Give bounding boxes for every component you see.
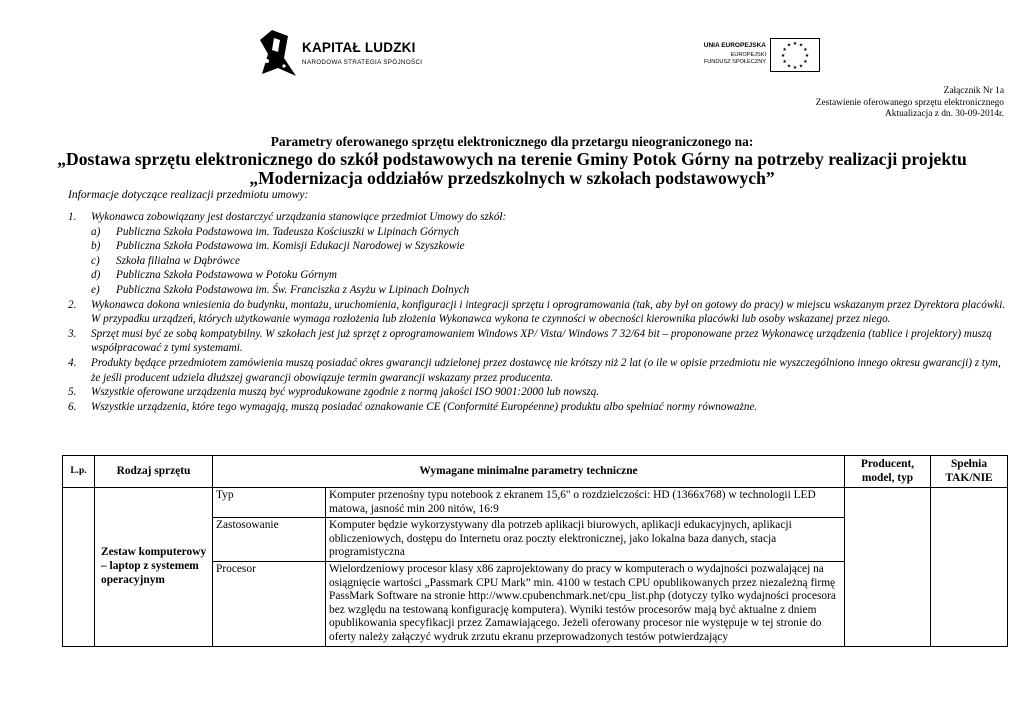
svg-text:★: ★ xyxy=(803,47,808,53)
eu-logo-line3: FUNDUSZ SPOŁECZNY xyxy=(703,59,766,65)
kapital-ludzki-logo xyxy=(258,28,428,78)
tender-title-line1: „Dostawa sprzętu elektronicznego do szkół podstawowych na terenie Gminy Potok Górny na potrzeby realizacji projektu xyxy=(57,149,967,169)
school-name: Publiczna Szkoła Podstawowa im. Tadeusza Kościuszki w Lipinach Górnych xyxy=(116,225,459,238)
eu-logo xyxy=(700,38,820,74)
school-letter: e) xyxy=(91,283,100,296)
svg-text:★: ★ xyxy=(798,42,804,49)
school-letter: d) xyxy=(91,269,101,282)
cell-equipment-name: Zestaw komputerowy – laptop z systemem operacyjnym xyxy=(95,488,213,647)
annex-description: Zestawienie oferowanego sprzętu elektronicznego xyxy=(815,97,1004,108)
cell-lp xyxy=(63,488,95,647)
cell-meets[interactable] xyxy=(931,488,1008,647)
requirement-number: 2. xyxy=(68,298,77,311)
requirement-item xyxy=(68,210,1008,225)
parameters-title: Parametry oferowanego sprzętu elektronicznego dla przetargu nieograniczonego na: xyxy=(270,134,754,149)
table-row xyxy=(63,488,1008,518)
school-item xyxy=(68,283,1008,298)
eu-logo-line2: EUROPEJSKI xyxy=(730,52,766,58)
cell-param-name: Typ xyxy=(213,488,326,518)
school-letter: a) xyxy=(91,225,101,238)
cell-param-name: Zastosowanie xyxy=(213,518,326,562)
requirement-text: Wykonawca zobowiązany jest dostarczyć urządzania stanowiące przedmiot Umowy do szkół: xyxy=(91,211,507,223)
svg-text:★: ★ xyxy=(780,53,786,59)
school-letter: c) xyxy=(91,254,100,267)
svg-text:★: ★ xyxy=(786,42,792,49)
requirement-text: Wszystkie urządzenia, które tego wymagają, muszą posiadać oznakowanie CE (Conformité Européenne) produktu albo spełniać normy równoważne. xyxy=(91,400,758,413)
cell-param-value: Komputer przenośny typu notebook z ekranem 15,6" o rozdzielczości: HD (1366x768) w technologii LED matowa, jasność min 200 nitów, 16:9 xyxy=(326,488,845,518)
svg-text:★: ★ xyxy=(786,63,792,70)
school-item xyxy=(68,239,1008,254)
requirement-text: Wykonawca dokona wniesienia do budynku, montażu, uruchomienia, konfiguracji i integracji sprzętu i oprogramowania (tak, aby był on gotowy do pracy) w miejscu wskazanym przez Dyrektora placówki. W przypadku urządzeń, których użytkowanie wymaga rozłożenia lub złożenia Wykonawca wykona te czynności w obecności kierownika placówki lub osoby wskazanej przez niego. xyxy=(91,298,1006,326)
info-heading: Informacje dotyczące realizacji przedmiotu umowy: xyxy=(68,188,309,201)
requirement-item xyxy=(68,356,1008,385)
header-parameters: Wymagane minimalne parametry techniczne xyxy=(213,456,845,488)
kapital-ludzki-subtitle: NARODOWA STRATEGIA SPÓJNOŚCI xyxy=(302,59,423,66)
requirements-list xyxy=(68,210,1008,414)
tender-title xyxy=(0,150,1024,188)
cell-param-value: Wielordzeniowy procesor klasy x86 zaprojektowany do pracy w komputerach o wydajności pozwalającej na osiągnięcie wartości „Passmark CPU Mark” min. 4100 w testach CPU opublikowanych przez niezależną firmę PassMark Software na stronie http://www.cpubenchmark.net/cpu_list.php (dotyczy tylko wydajności procesora bez względu na testowaną konfigurację komputera). Wyniki testów procesorów mają być aktualne z dniem opublikowania specyfikacji przez Zamawiającego. Jeżeli oferowany procesor nie występuje w tej stronie do oferty należy załączyć wydruk zrzutu ekranu przeprowadzonych testów potwierdzający xyxy=(326,561,845,646)
eu-logo-line1: UNIA EUROPEJSKA xyxy=(703,42,766,49)
school-name: Publiczna Szkoła Podstawowa im. Św. Franciszka z Asyżu w Lipinach Dolnych xyxy=(116,283,470,296)
header-producer: Producent, model, typ xyxy=(845,456,931,488)
requirement-text: Sprzęt musi być ze sobą kompatybilny. W szkołach jest już sprzęt z oprogramowaniem Windows XP/ Vista/ Windows 7 32/64 bit – proponowane przez Wykonawcę urządzenia (tablice i projektory) muszą współpracować z tymi systemami. xyxy=(91,327,992,355)
header-equipment-type: Rodzaj sprzętu xyxy=(95,456,213,488)
school-item xyxy=(68,254,1008,269)
school-name: Szkoła filialna w Dąbrówce xyxy=(116,254,240,267)
kapital-ludzki-emblem-icon xyxy=(258,28,298,78)
annex-number: Załącznik Nr 1a xyxy=(943,86,1004,96)
requirement-number: 5. xyxy=(68,386,77,399)
svg-text:★: ★ xyxy=(804,53,810,59)
school-name: Publiczna Szkoła Podstawowa w Potoku Górnym xyxy=(116,269,337,282)
school-item xyxy=(68,225,1008,240)
cell-param-value: Komputer będzie wykorzystywany dla potrzeb aplikacji biurowych, aplikacji edukacyjnych, aplikacji obliczeniowych, dostępu do Internetu oraz poczty elektronicznej, jako lokalna baza danych, stacja programistyczna xyxy=(326,518,845,562)
annex-note xyxy=(816,86,1004,121)
requirement-item xyxy=(68,400,1008,415)
cell-param-name: Procesor xyxy=(213,561,326,646)
school-item xyxy=(68,268,1008,283)
requirement-item xyxy=(68,327,1008,356)
annex-update-date: Aktualizacja z dn. 30-09-2014r. xyxy=(885,109,1004,119)
svg-text:★: ★ xyxy=(792,65,798,71)
requirement-number: 4. xyxy=(68,356,77,369)
cell-producer[interactable] xyxy=(845,488,931,647)
requirement-number: 6. xyxy=(68,400,77,413)
requirement-text: Wszystkie oferowane urządzenia muszą być wyprodukowane zgodnie z normą jakości ISO 9001:2000 lub nowszą. xyxy=(91,386,600,399)
requirement-number: 1. xyxy=(68,211,77,223)
requirement-number: 3. xyxy=(68,327,77,340)
svg-text:★: ★ xyxy=(798,63,804,70)
requirement-item xyxy=(68,298,1008,327)
requirement-item xyxy=(68,385,1008,400)
eu-flag-icon xyxy=(770,38,820,72)
header-lp: L.p. xyxy=(63,456,95,488)
tender-title-line2: „Modernizacja oddziałów przedszkolnych w szkołach podstawowych” xyxy=(249,168,775,188)
kapital-ludzki-title: KAPITAŁ LUDZKI xyxy=(302,40,416,55)
table-header-row xyxy=(63,456,1008,488)
svg-text:★: ★ xyxy=(792,41,798,47)
svg-text:★: ★ xyxy=(803,59,808,65)
school-letter: b) xyxy=(91,240,101,253)
svg-text:★: ★ xyxy=(782,47,787,53)
specification-table xyxy=(62,455,1008,647)
svg-text:★: ★ xyxy=(782,59,787,65)
school-name: Publiczna Szkoła Podstawowa im. Komisji Edukacji Narodowej w Szyszkowie xyxy=(116,240,465,253)
header-meets: Spełnia TAK/NIE xyxy=(931,456,1008,488)
requirement-text: Produkty będące przedmiotem zamówienia muszą posiadać okres gwarancji udzielonej przez dostawcę nie krótszy niż 2 lat (o ile w opisie przedmiotu nie wyszczególniono innego okresu gwarancji) z tym, że jeśli producent udziela dłuższej gwarancji obowiązuje termin gwarancji wskazany przez producenta. xyxy=(91,356,1001,384)
